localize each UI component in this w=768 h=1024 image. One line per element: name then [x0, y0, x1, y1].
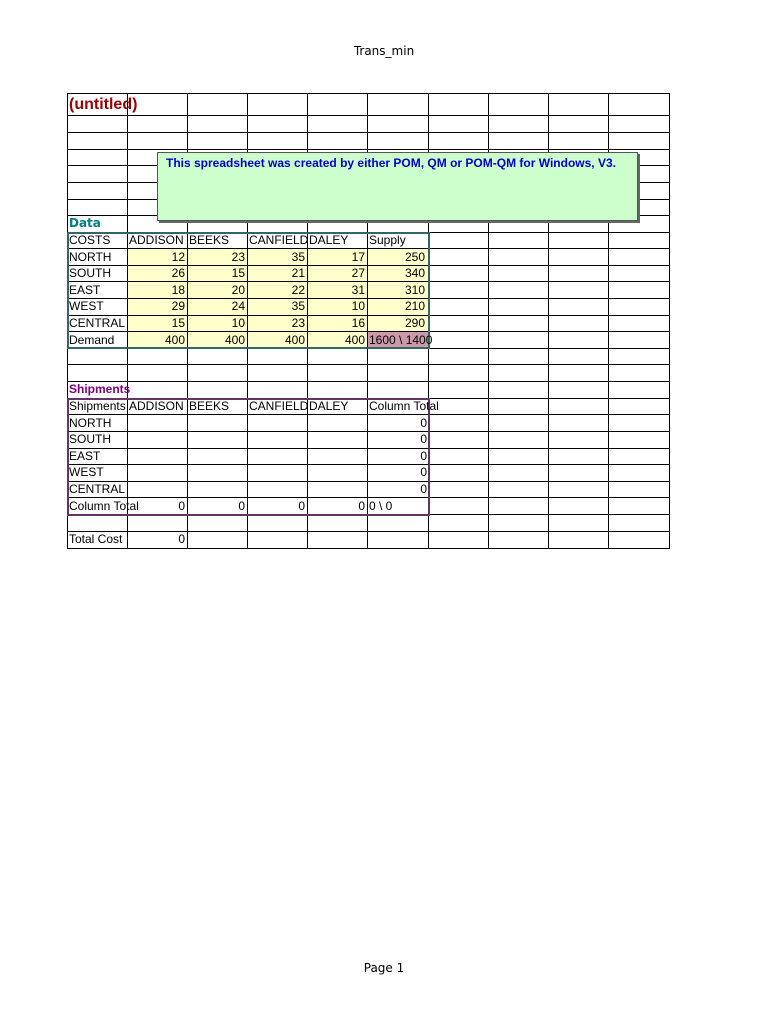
cost-cell[interactable]: 17 [351, 250, 365, 264]
shipment-row-total: 0 [420, 432, 427, 446]
costs-row-label: EAST [69, 283, 101, 297]
comment-note[interactable] [157, 152, 638, 221]
shipments-header-0: Shipments [69, 399, 126, 413]
cost-cell[interactable]: 35 [291, 250, 305, 264]
total-cost-value: 0 [178, 532, 185, 546]
grid-row-line [67, 132, 670, 133]
cost-cell[interactable]: 23 [231, 250, 245, 264]
shipment-row-total: 0 [420, 416, 427, 430]
cost-cell[interactable]: 27 [351, 266, 365, 280]
data-section-label: Data [69, 216, 101, 230]
demand-cell[interactable]: 400 [284, 333, 305, 347]
shipments-header-4: DALEY [309, 399, 349, 413]
page-header: Trans_min [353, 44, 415, 58]
spreadsheet [67, 93, 670, 549]
demand-cell[interactable]: 400 [164, 333, 185, 347]
cost-cell[interactable]: 15 [231, 266, 245, 280]
shipment-row-total: 0 [420, 465, 427, 479]
cost-cell[interactable]: 10 [351, 299, 365, 313]
grid-row-line [67, 149, 670, 150]
cost-cell[interactable]: 21 [291, 266, 305, 280]
costs-row-label: NORTH [69, 250, 112, 264]
cost-cell[interactable]: 20 [231, 283, 245, 297]
grid-row-line [67, 381, 670, 382]
shipments-row-label: CENTRAL [69, 482, 126, 496]
costs-header-2: BEEKS [189, 233, 230, 247]
page-footer: Page 1 [363, 961, 405, 975]
cost-cell[interactable]: 12 [171, 250, 185, 264]
supply-demand-total: 1600 \ 1400 [369, 333, 433, 347]
costs-header-1: ADDISON [129, 233, 184, 247]
sheet-title: (untitled) [69, 96, 138, 113]
shipments-row-label: WEST [69, 465, 104, 479]
shipments-header-3: CANFIELD [249, 399, 309, 413]
supply-cell[interactable]: 290 [404, 316, 425, 330]
column-total-label: Column Total [69, 499, 139, 513]
cost-cell[interactable]: 15 [171, 316, 185, 330]
shipments-row-label: NORTH [69, 416, 112, 430]
cost-cell[interactable]: 35 [291, 299, 305, 313]
grid-row-line [67, 364, 670, 365]
cost-cell[interactable]: 16 [351, 316, 365, 330]
cost-cell[interactable]: 29 [171, 299, 185, 313]
supply-cell[interactable]: 340 [404, 266, 425, 280]
shipment-row-total: 0 [420, 449, 427, 463]
costs-header-5: Supply [369, 233, 406, 247]
cost-cell[interactable]: 23 [291, 316, 305, 330]
grid-col-line [669, 93, 670, 549]
grid-row-line [67, 93, 670, 94]
shipments-row-label: SOUTH [69, 432, 111, 446]
column-total-cell: 0 [238, 499, 245, 513]
grand-total-cell: 0 \ 0 [369, 499, 393, 513]
costs-header-0: COSTS [69, 233, 111, 247]
shipments-header-1: ADDISON [129, 399, 184, 413]
grid-row-line [67, 115, 670, 116]
cost-cell[interactable]: 31 [351, 283, 365, 297]
costs-row-label: SOUTH [69, 266, 111, 280]
cost-cell[interactable]: 24 [231, 299, 245, 313]
shipment-row-total: 0 [420, 482, 427, 496]
cost-cell[interactable]: 22 [291, 283, 305, 297]
costs-row-label: WEST [69, 299, 104, 313]
cost-cell[interactable]: 18 [171, 283, 185, 297]
column-total-cell: 0 [358, 499, 365, 513]
cost-cell[interactable]: 10 [231, 316, 245, 330]
comment-note-text: This spreadsheet was created by either POM, QM or POM-QM for Windows, V3. [166, 156, 616, 170]
supply-cell[interactable]: 310 [404, 283, 425, 297]
column-total-cell: 0 [178, 499, 185, 513]
column-total-cell: 0 [298, 499, 305, 513]
shipments-header-2: BEEKS [189, 399, 230, 413]
costs-header-3: CANFIELD [249, 233, 309, 247]
shipments-header-5: Column Total [369, 399, 439, 413]
demand-label: Demand [69, 333, 115, 347]
total-cost-label: Total Cost [69, 532, 123, 546]
shipments-section-label: Shipments [69, 382, 131, 396]
supply-cell[interactable]: 210 [404, 299, 425, 313]
demand-cell[interactable]: 400 [344, 333, 365, 347]
costs-header-4: DALEY [309, 233, 349, 247]
supply-cell[interactable]: 250 [404, 250, 425, 264]
grid-row-line [67, 548, 670, 549]
shipments-row-label: EAST [69, 449, 101, 463]
demand-cell[interactable]: 400 [224, 333, 245, 347]
costs-row-label: CENTRAL [69, 316, 126, 330]
cost-cell[interactable]: 26 [171, 266, 185, 280]
